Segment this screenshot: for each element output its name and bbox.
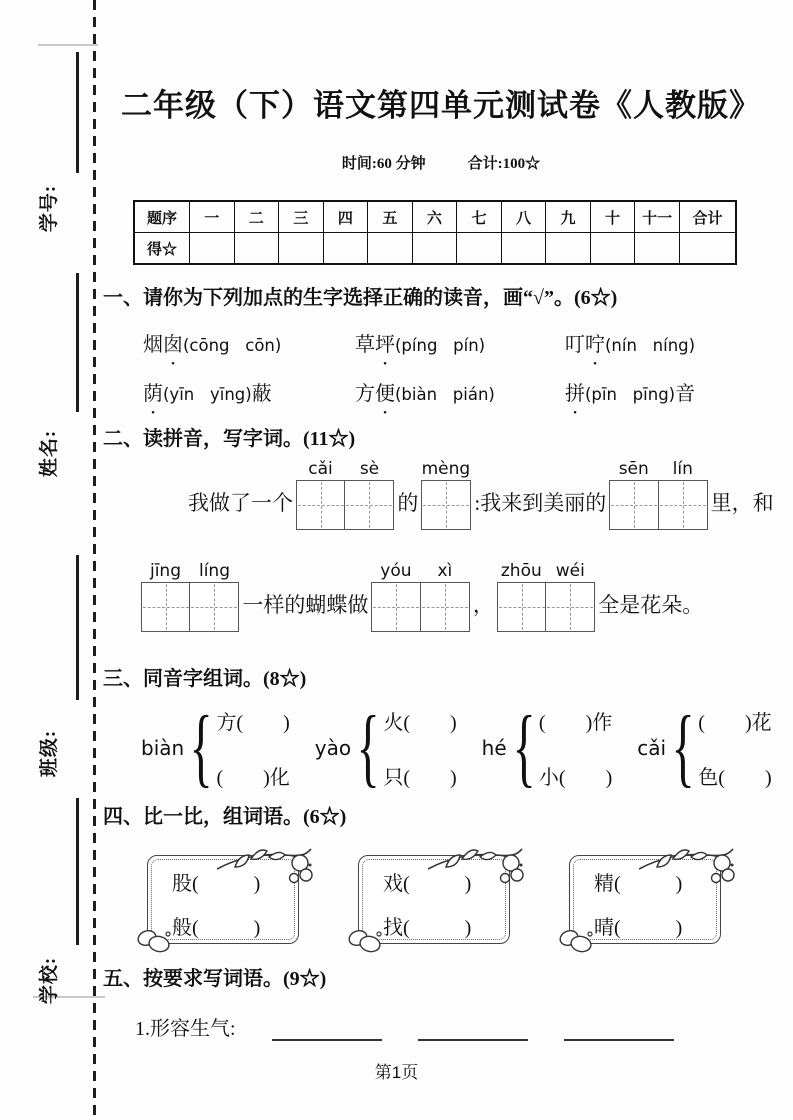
homophone-group: hé { ( )作 小( ): [481, 699, 613, 796]
page-number: 第1页: [374, 1063, 419, 1082]
score-header-cell: 二: [234, 201, 279, 233]
q4-heading: 四、比一比，组词语。(6☆): [103, 806, 347, 828]
q2-line1: 我做了一个 cǎi sè 的 mèng :我来到美丽的 sēn lín 里，和: [185, 458, 777, 530]
flower-decoration-icon: [135, 920, 177, 954]
q1-item: 方便(biàn pián): [355, 383, 495, 405]
score-cell: [546, 233, 591, 265]
score-header-cell: 四: [323, 201, 368, 233]
score-header-cell: 一: [190, 201, 235, 233]
test-paper-body: [103, 0, 779, 1120]
school-label: 学校:: [38, 956, 60, 1004]
q2-line2: jīng líng 一样的蝴蝶做 yóu xì ， zhōu wéi 全是花朵。: [141, 560, 706, 632]
q3-heading: 三、同音字组词。(8☆): [103, 668, 307, 690]
write-cell: [421, 480, 471, 530]
score-cell: [590, 233, 635, 265]
score-cell: [412, 233, 457, 265]
time-limit: 时间:60 分钟: [341, 156, 426, 172]
homophone-group: cǎi { ( )花 色( ): [637, 699, 772, 796]
write-cell: [658, 480, 708, 530]
q1-item: 草坪(píng pín): [355, 334, 486, 356]
homophone-group: biàn { 方( ) ( )化: [141, 699, 290, 796]
write-box-group: yóu xì: [371, 560, 469, 632]
score-cell: [323, 233, 368, 265]
homophone-group: yào { 火( ) 只( ): [314, 699, 457, 796]
name-blank-line: [76, 273, 79, 412]
answer-blank: [564, 1015, 674, 1041]
score-header-cell: 题序: [134, 201, 190, 233]
score-header-cell: 七: [457, 201, 502, 233]
class-label: 班级:: [38, 729, 60, 777]
q3-groups: [141, 699, 772, 796]
score-cell: [279, 233, 324, 265]
page-title: 二年级（下）语文第四单元测试卷《人教版》: [121, 88, 761, 123]
q1-heading: 一、请你为下列加点的生字选择正确的读音，画“√”。(6☆): [103, 287, 618, 309]
brace: {: [671, 699, 695, 796]
write-cell: [296, 480, 346, 530]
score-cell: [368, 233, 413, 265]
q1-item: 荫(yīn yīng)蔽: [143, 383, 272, 405]
write-cell: [189, 582, 239, 632]
write-cell: [141, 582, 191, 632]
paper-meta: [103, 152, 779, 173]
score-header-cell: 合计: [680, 201, 737, 233]
score-cell: [234, 233, 279, 265]
word-compare-box: 精( ) 晴( ): [569, 855, 721, 944]
score-cell: [457, 233, 502, 265]
flower-decoration-icon: [557, 920, 599, 954]
student-id-blank-line: [76, 52, 79, 173]
school-blank-line: [76, 798, 79, 945]
write-cell: [344, 480, 394, 530]
name-label: 姓名:: [38, 429, 60, 477]
class-blank-line: [76, 555, 79, 700]
score-header-cell: 十: [590, 201, 635, 233]
fold-mark: [38, 44, 98, 46]
score-cell: [635, 233, 680, 265]
student-id-label: 学号:: [38, 184, 60, 232]
score-table: [133, 200, 737, 265]
q5-heading: 五、按要求写词语。(9☆): [103, 968, 327, 990]
brace: {: [512, 699, 536, 796]
score-cell: [501, 233, 546, 265]
score-header-cell: 十一: [635, 201, 680, 233]
score-header-cell: 三: [279, 201, 324, 233]
total-score: 合计:100☆: [467, 156, 541, 172]
score-header-cell: 八: [501, 201, 546, 233]
q1-items: [143, 328, 695, 406]
score-cell: [190, 233, 235, 265]
write-cell: [371, 582, 421, 632]
q2-heading: 二、读拼音，写字词。(11☆): [103, 428, 356, 450]
flower-decoration-icon: [346, 920, 388, 954]
score-table-score-row: [134, 233, 736, 265]
write-box-group: cǎi sè: [296, 458, 394, 530]
score-cell: [680, 233, 737, 265]
answer-blank: [418, 1015, 528, 1041]
score-header-cell: 六: [412, 201, 457, 233]
write-cell: [420, 582, 470, 632]
score-header-cell: 五: [368, 201, 413, 233]
q5-item1-label: 1.形容生气:: [135, 1018, 236, 1040]
write-box-group: jīng líng: [141, 560, 239, 632]
write-cell: [497, 582, 547, 632]
write-box-group: sēn lín: [609, 458, 707, 530]
q4-boxes: [147, 855, 721, 944]
score-row-label: 得☆: [134, 233, 190, 265]
write-cell: [609, 480, 659, 530]
score-table-header-row: [134, 201, 736, 233]
brace: {: [189, 699, 213, 796]
score-header-cell: 九: [546, 201, 591, 233]
q5-item1: [135, 1012, 674, 1041]
write-box-group: zhōu wéi: [497, 560, 595, 632]
q1-item: 叮咛(nín níng): [565, 334, 696, 356]
q1-item: 拼(pīn pīng)音: [565, 383, 696, 405]
write-box-group: mèng: [421, 458, 471, 530]
q1-item: 烟囱(cōng cōn): [143, 334, 282, 356]
word-compare-box: 戏( ) 找( ): [358, 855, 510, 944]
write-cell: [545, 582, 595, 632]
word-compare-box: 股( ) 般( ): [147, 855, 299, 944]
brace: {: [356, 699, 380, 796]
answer-blank: [272, 1015, 382, 1041]
